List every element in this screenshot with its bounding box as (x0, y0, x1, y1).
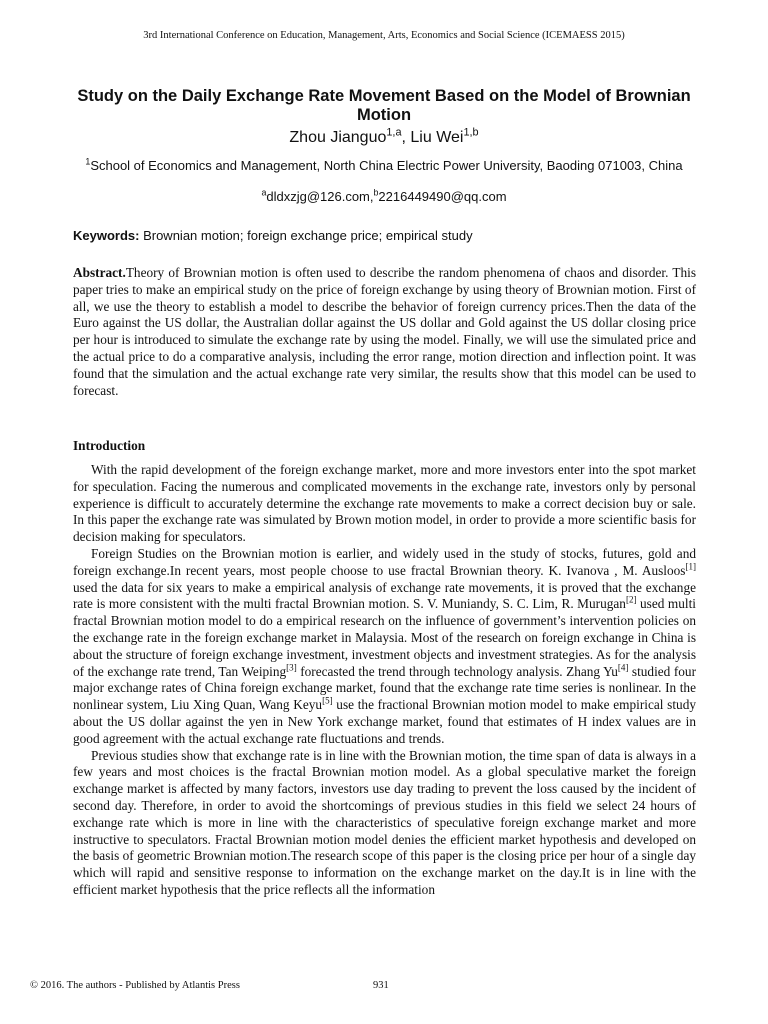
page-number: 931 (373, 980, 389, 991)
author-affiliation-mark: 1,a (386, 126, 402, 139)
introduction-body (73, 462, 696, 899)
citation: [2] (625, 594, 637, 605)
footer-copyright: © 2016. The authors - Published by Atlantis Press (30, 980, 240, 991)
paragraph-text: studied four major exchange rates of China foreign exchange market, found that the exchange rate time series is nonlinear. In the nonlinear system, Liu Xing Quan, Wang Keyu (73, 663, 696, 713)
citation: [1] (685, 561, 696, 572)
email-mark: a (261, 187, 267, 198)
section-heading: Introduction (73, 438, 146, 453)
abstract (73, 265, 696, 399)
affiliation-text: School of Economics and Management, North China Electric Power University, Baoding 071003, China (90, 158, 683, 173)
abstract-label: Abstract. (73, 265, 126, 280)
paper-title: Study on the Daily Exchange Rate Movement Based on the Model of Brownian Motion (77, 87, 691, 124)
author-affiliation-mark: 1,b (463, 126, 479, 139)
paragraph-text: used multi fractal Brownian motion model to do a empirical research on the influence of government’s intervention policies on the exchange rate in the foreign exchange market in Malaysia. Most of the research on foreign exchange in China is about the structure of foreign exchange investment, investment objects and investment strategies. As for the analysis of the exchange rate trend, Tan Weiping (73, 596, 696, 679)
author-line (0, 126, 768, 147)
affiliation-mark: 1 (85, 156, 91, 167)
keywords-text: Brownian motion; foreign exchange price; empirical study (139, 228, 473, 243)
citation: [5] (322, 695, 333, 706)
email-address: dldxzjg@126.com, (266, 189, 374, 204)
citation: [3] (286, 662, 297, 673)
author-name: Zhou Jianguo (289, 129, 387, 146)
paragraph-text: forecasted the trend through technology analysis. Zhang Yu (296, 663, 618, 679)
keywords (73, 228, 697, 243)
paragraph-text: used the data for six years to make a empirical analysis of exchange rate movements, it is proved that the exchange rate is more consistent with the multi fractal Brownian motion. S. V. Muniandy, S. C. Lim, R. Murugan (73, 579, 696, 612)
keywords-label: Keywords: (73, 228, 140, 243)
author-name: Liu Wei (410, 129, 464, 146)
paragraph (73, 546, 696, 748)
paragraph: Previous studies show that exchange rate is in line with the Brownian motion, the time span of data is always in a few years and most choices is the fractal Brownian motion model. As a global speculative market the foreign exchange market is affected by many factors, investors use day trading to prevent the loss caused by the incident of second day. Therefore, in order to avoid the shortcomings of previous studies in this field we select 24 hours of exchange rate which is more in line with the characteristics of speculative foreign exchange market and more instructive to speculators. Fractal Brownian motion model denies the efficient market hypothesis and developed on the basis of geometric Brownian motion.The research scope of this paper is the closing price per hour of a single day which will rapid and sensitive response to information on the exchange market on the day.It is in line with the efficient market hypothesis that the price reflects all the information (73, 747, 696, 897)
conference-header: 3rd International Conference on Education, Management, Arts, Economics and Social Science (ICEMAESS 2015) (143, 30, 625, 41)
email-line (0, 189, 768, 204)
citation: [4] (617, 662, 629, 673)
author-separator: , (401, 129, 411, 146)
email-address: 2216449490@qq.com (378, 189, 507, 204)
affiliation (70, 158, 698, 173)
paragraph-text: use the fractional Brownian motion model to make empirical study about the US dollar against the yen in New York exchange market, found that estimates of H index values are in good agreement with the actual exchange rate fluctuations and trends. (73, 697, 696, 746)
paragraph-text: Foreign Studies on the Brownian motion is earlier, and widely used in the study of stocks, futures, gold and foreign exchange.In recent years, most people choose to use fractal Brownian theory. K. Ivanova , M. Ausloos (73, 545, 696, 578)
abstract-text: Theory of Brownian motion is often used to describe the random phenomena of chaos and disorder. This paper tries to make an empirical study on the price of foreign exchange by using theory of Brownian motion. First of all, we use the theory to establish a model to describe the behavior of foreign currency prices.Then the data of the Euro against the US dollar, the Australian dollar against the US dollar and Gold against the US dollar closing price per hour is introduced to simulate the exchange rate by using the model. Finally, we will use the simulated price and the actual price to do a comparative analysis, including the error range, motion direction and inflection point. It was found that the simulation and the actual exchange rate very similar, the results show that this model can be used to forecast. (73, 265, 696, 398)
paragraph: With the rapid development of the foreign exchange market, more and more investors enter into the spot market for speculation. Facing the numerous and complicated movements in the exchange rate, investors only by personal experience is difficult to accurately determine the exchange rate movements to make a correct decision buy or sale. In this paper the exchange rate was simulated by Brown motion model, in order to provide a more scientific basis for decision making for speculators. (73, 462, 696, 545)
email-mark: b (373, 187, 379, 198)
